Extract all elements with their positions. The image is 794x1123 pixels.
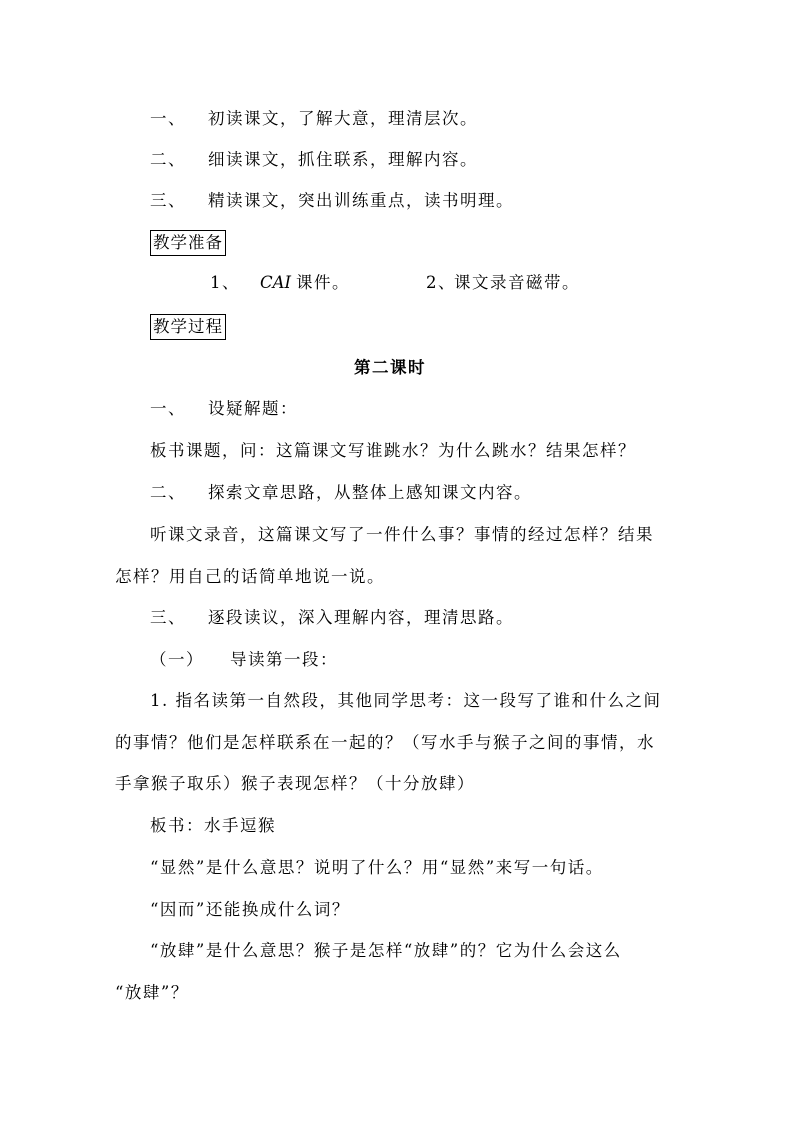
objective-3 bbox=[150, 190, 514, 212]
section-1-number: 一、 bbox=[150, 399, 186, 418]
objective-1-text: 初读课文，了解大意，理清层次。 bbox=[208, 109, 478, 128]
objective-3-text: 精读课文，突出训练重点，读书明理。 bbox=[208, 191, 514, 210]
question-1-line-3: 手拿猴子取乐）猴子表现怎样？（十分放肆） bbox=[115, 774, 475, 793]
board-note: 板书：水手逗猴 bbox=[150, 816, 276, 835]
section-1-text: 设疑解题： bbox=[208, 399, 298, 418]
question-1-line-1: 1. 指名读第一自然段，其他同学思考：这一段写了谁和什么之间 bbox=[150, 691, 662, 710]
question-2: “显然”是什么意思？说明了什么？用“显然”来写一句话。 bbox=[150, 858, 604, 877]
objective-2-number: 二、 bbox=[150, 150, 186, 169]
process-heading: 教学过程 bbox=[150, 314, 226, 340]
question-4-line-2: “放肆”？ bbox=[115, 983, 189, 1002]
objective-2 bbox=[150, 149, 478, 171]
prep-item-2-number: 2、 bbox=[426, 273, 456, 292]
lesson-title: 第二课时 bbox=[354, 358, 426, 377]
prep-item-1-label: CAI bbox=[260, 273, 292, 292]
section-3-heading bbox=[150, 607, 514, 629]
objective-2-text: 细读课文，抓住联系，理解内容。 bbox=[208, 150, 478, 169]
subsection-1-number: （一） bbox=[150, 650, 204, 669]
question-3: “因而”还能换成什么词？ bbox=[150, 900, 350, 919]
subsection-1-text: 导读第一段： bbox=[230, 650, 338, 669]
section-1-body: 板书课题，问：这篇课文写谁跳水？为什么跳水？结果怎样？ bbox=[150, 441, 636, 460]
section-3-number: 三、 bbox=[150, 608, 186, 627]
prep-heading: 教学准备 bbox=[150, 230, 226, 256]
section-1-heading bbox=[150, 398, 298, 420]
section-3-text: 逐段读议，深入理解内容，理清思路。 bbox=[208, 608, 514, 627]
section-2-heading bbox=[150, 482, 532, 504]
question-1-line-2: 的事情？他们是怎样联系在一起的？（写水手与猴子之间的事情，水 bbox=[115, 733, 655, 752]
section-2-text: 探索文章思路，从整体上感知课文内容。 bbox=[208, 483, 532, 502]
prep-item-2-text: 课文录音磁带。 bbox=[454, 273, 580, 292]
section-2-number: 二、 bbox=[150, 483, 186, 502]
section-2-body-line-2: 怎样？用自己的话简单地说一说。 bbox=[115, 567, 385, 586]
prep-items bbox=[210, 272, 580, 294]
prep-item-1-text: 课件。 bbox=[296, 273, 350, 292]
objective-3-number: 三、 bbox=[150, 191, 186, 210]
prep-item-1-number: 1、 bbox=[210, 273, 240, 292]
objective-1-number: 一、 bbox=[150, 109, 186, 128]
subsection-1-heading bbox=[150, 649, 338, 671]
objective-1 bbox=[150, 108, 478, 130]
question-4-line-1: “放肆”是什么意思？猴子是怎样“放肆”的？它为什么会这么 bbox=[150, 941, 622, 960]
section-2-body-line-1: 听课文录音，这篇课文写了一件什么事？事情的经过怎样？结果 bbox=[150, 525, 654, 544]
